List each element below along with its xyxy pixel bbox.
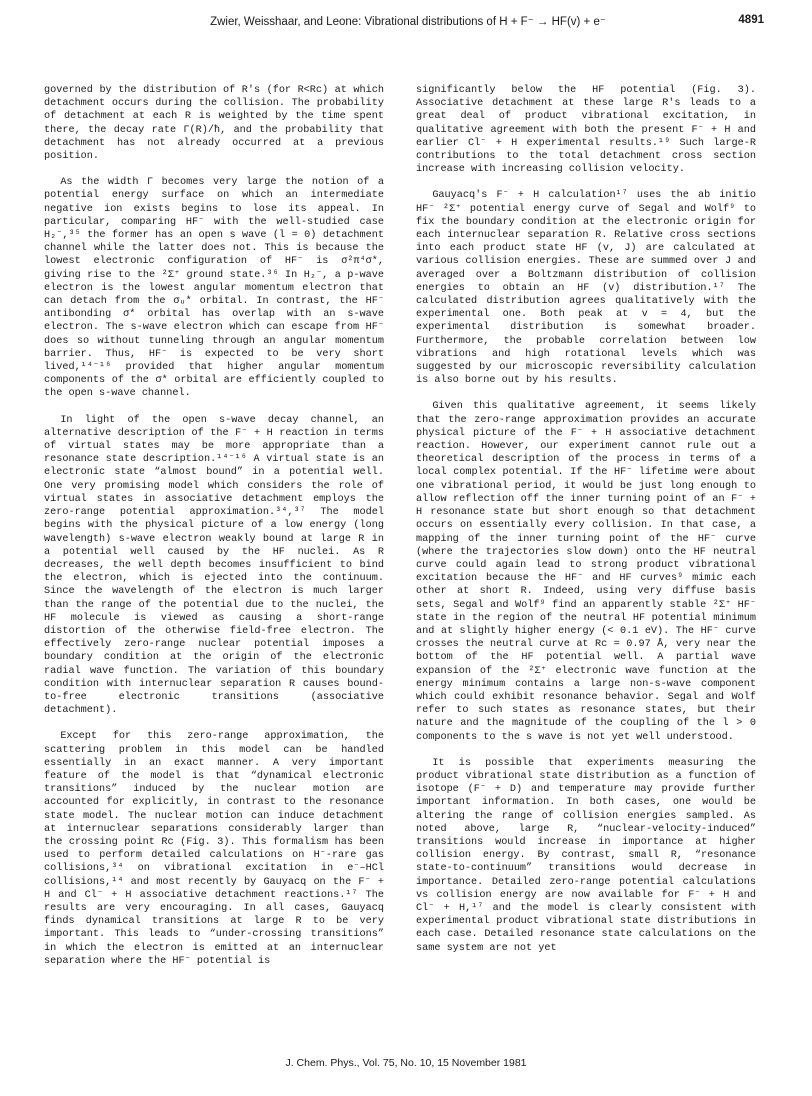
page-number: 4891 — [738, 14, 764, 26]
journal-citation: J. Chem. Phys., Vol. 75, No. 10, 15 November 1981 — [285, 1057, 527, 1069]
left-column — [44, 84, 384, 981]
paragraph: As the width Γ becomes very large the notion of a potential energy surface on which an intermediate negative ion exists begins to lose its appeal. In particular, comparing HF⁻ with the well-studied case H₂⁻,³⁵ the former has an open s wave (l = 0) detachment channel while the latter does not. This is because the lowest electronic configuration of HF⁻ is σ²π⁴σ*, giving rise to the ²Σ⁺ ground state.³⁶ In H₂⁻, a p-wave electron is the lowest angular momentum electron that can detach from the σᵤ* orbital. In contrast, the HF⁻ antibonding σ* orbital has overlap with an s-wave electron. The s-wave electron which can escape from HF⁻ does so without tunneling through an angular momentum barrier. Thus, HF⁻ is expected to be very short lived,¹⁴⁻¹⁶ provided that higher angular momentum components of the σ* orbital are efficiently coupled to the open s-wave channel. — [44, 177, 384, 400]
right-column — [416, 84, 756, 968]
paragraph: It is possible that experiments measuring the product vibrational state distribution as a function of isotope (F⁻ + D) and temperature may provide further important information. In both cases, one would be altering the range of collision energies sampled. As noted above, large R, “nuclear-velocity-induced” transitions would increase in importance at higher collision energy. By contrast, small R, “resonance state-to-continuum” transitions would decrease in importance. Detailed zero-range potential calculations vs collision energy are now available for F⁻ + H and Cl⁻ + H,¹⁷ and the model is clearly consistent with experimental product vibrational state distributions in each case. Detailed resonance state calculations on the same system are not yet — [416, 757, 756, 954]
paragraph: Gauyacq's F⁻ + H calculation¹⁷ uses the ab initio HF⁻ ²Σ⁺ potential energy curve of Segal and Wolf⁹ to fix the boundary condition at the electronic origin for each internuclear separation R. Relative cross sections into each product state HF (v, J) are calculated at various collision energies. These are summed over J and averaged over a Boltzmann distribution of collision energies to obtain an HF (v) distribution.¹⁷ The calculated distribution agrees qualitatively with the experimental one. Both peak at v = 4, but the experimental distribution is somewhat broader. Furthermore, the probable correlation between low vibrations and high rotational levels which was suggested by our microscopic reversibility calculation is also borne out by his results. — [416, 190, 756, 387]
paragraph: Except for this zero-range approximation, the scattering problem in this model can be handled essentially in an exact manner. A very important feature of the model is that “dynamical electronic transitions” induced by the nuclear motion are accounted for explicitly, in contrast to the resonance state model. The nuclear motion can induce detachment at internuclear separations considerably larger than the crossing point Rc (Fig. 3). This formalism has been used to perform detailed calculations on H⁻-rare gas collisions,³⁴ on vibrational excitation in e⁻–HCl collisions,¹⁴ and most recently by Gauyacq on the F⁻ + H and Cl⁻ + H associative detachment reactions.¹⁷ The results are very encouraging. In all cases, Gauyacq finds dynamical transitions at large R to be very important. This leads to “under-crossing transitions” in which the electron is emitted at an internuclear separation where the HF⁻ potential is — [44, 731, 384, 967]
paragraph: In light of the open s-wave decay channel, an alternative description of the F⁻ + H reaction in terms of virtual states may be more appropriate than a resonance state description.¹⁴⁻¹⁶ A virtual state is an electronic state “almost bound” in a potential well. One very promising model which considers the role of virtual states in associative detachment employs the zero-range potential approximation.³⁴,³⁷ The model begins with the physical picture of a low energy (long wavelength) s-wave electron weakly bound at large R in a potential well caused by the HF nuclei. As R decreases, the well depth becomes insufficient to bind the electron, which is ejected into the continuum. Since the wavelength of the electron is much larger than the range of the potential due to the nuclei, the HF molecule is viewed as causing a short-range distortion of the otherwise field-free electron. The effectively zero-range nuclear potential imposes a boundary condition at the origin of the electronic radial wave function. The variation of this boundary condition with internuclear separation R causes bound-to-free electronic transitions (associative detachment). — [44, 414, 384, 717]
running-header — [52, 14, 764, 32]
paragraph: governed by the distribution of R's (for R<Rc) at which detachment occurs during the collision. The probability of detachment at each R is weighted by the time spent there, the decay rate Γ(R)/ħ, and the probability that detachment has not already occurred at a previous position. — [44, 85, 384, 163]
paragraph: significantly below the HF potential (Fig. 3). Associative detachment at these large R's leads to a great deal of product vibrational excitation, in qualitative agreement with both the present F⁻ + H and earlier Cl⁻ + H experimental results.¹⁹ Such large-R contributions to the total detachment cross section increase with increasing collision velocity. — [416, 85, 756, 176]
paragraph: Given this qualitative agreement, it seems likely that the zero-range approximation provides an accurate physical picture of the F⁻ + H associative detachment reaction. However, our experiment cannot rule out a theoretical description of the process in terms of a local complex potential. If the HF⁻ lifetime were about one vibrational period, it would be just long enough to allow reflection off the inner turning point of an F⁻ + H resonance state but short enough so that detachment occurs on essentially every collision. In that case, a mapping of the inner turning point of the HF⁻ curve (where the trajectories slow down) onto the HF neutral curve could again lead to strong product vibrational excitation because the HF⁻ and HF curves⁹ mimic each other at short R. Indeed, using very diffuse basis sets, Segal and Wolf⁹ find an apparently stable ²Σ⁺ HF⁻ state in the region of the neutral HF potential minimum and at slightly higher energy (< 0.1 eV). The HF⁻ curve crosses the neutral curve at Rc = 0.97 Å, very near the bottom of the HF potential well. A partial wave expansion of the ²Σ⁺ electronic wave function at the energy minimum contains a large non-s-wave component which could exhibit resonance behavior. Segal and Wolf refer to such states as resonance states, but their nature and the magnitude of the coupling of the l > 0 components to the s wave is not yet well understood. — [416, 401, 756, 743]
running-title: Zwier, Weisshaar, and Leone: Vibrational distributions of H + F⁻ → HF(v) + e⁻ — [210, 16, 606, 28]
